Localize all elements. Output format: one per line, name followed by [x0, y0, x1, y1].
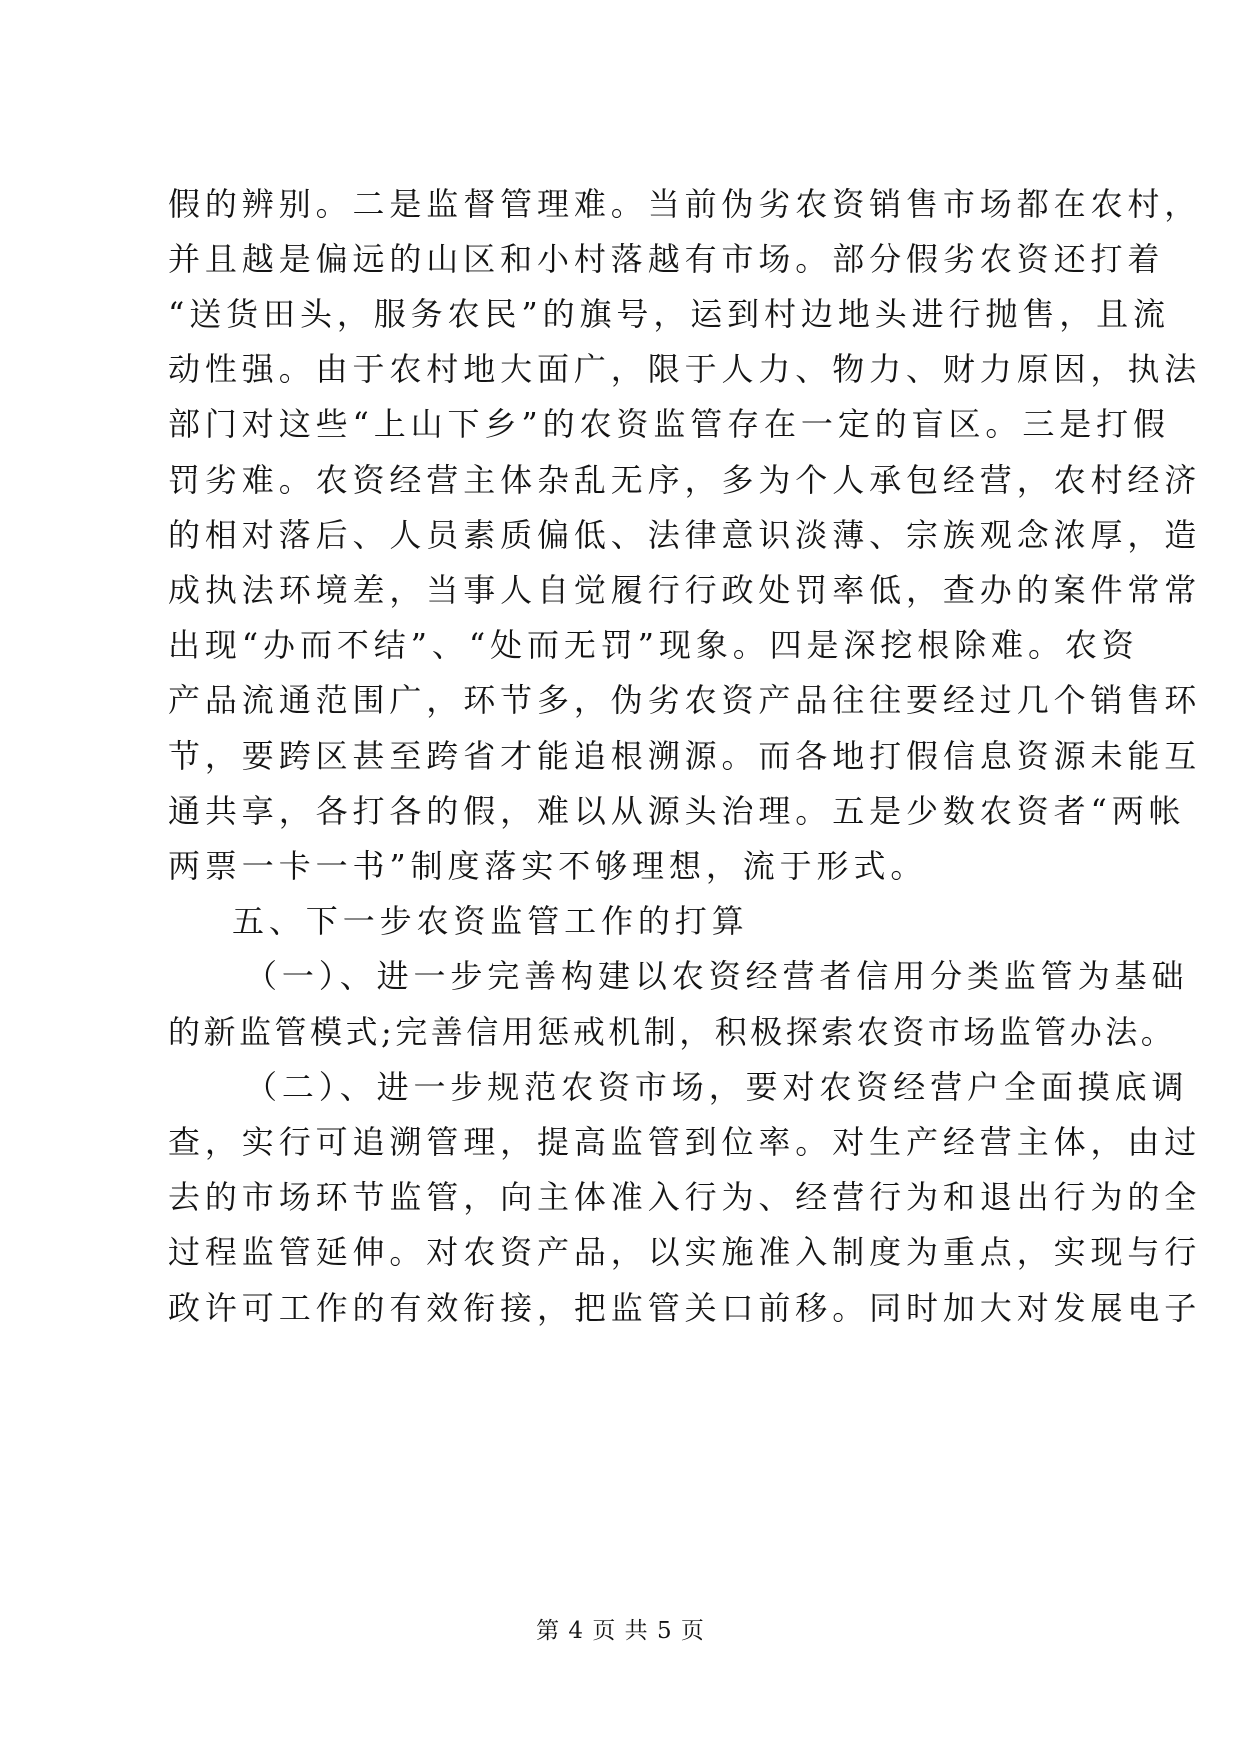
text-line: 并且越是偏远的山区和小村落越有市场。部分假劣农资还打着	[168, 240, 1165, 278]
text-line: 产品流通范围广，环节多，伪劣农资产品往往要经过几个销售环	[168, 681, 1202, 719]
text-line: 查，实行可追溯管理，提高监管到位率。对生产经营主体，由过	[168, 1123, 1202, 1161]
text-line: 两票一卡一书”制度落实不够理想，流于形式。	[168, 847, 928, 885]
text-line: “送货田头，服务农民”的旗号，运到村边地头进行抛售，且流	[168, 295, 1170, 333]
text-line: 节，要跨区甚至跨省才能追根溯源。而各地打假信息资源未能互	[168, 737, 1202, 775]
text-line: 成执法环境差，当事人自觉履行行政处罚率低，查办的案件常常	[168, 571, 1202, 609]
text-line: （二）、进一步规范农资市场，要对农资经营户全面摸底调	[245, 1068, 1189, 1106]
text-line: 的新监管模式;完善信用惩戒机制，积极探索农资市场监管办法。	[168, 1013, 1177, 1051]
text-line: （一）、进一步完善构建以农资经营者信用分类监管为基础	[245, 957, 1189, 995]
text-line: 动性强。由于农村地大面广，限于人力、物力、财力原因，执法	[168, 350, 1202, 388]
text-line: 政许可工作的有效衔接，把监管关口前移。同时加大对发展电子	[168, 1289, 1202, 1327]
section-heading: 五、下一步农资监管工作的打算	[232, 902, 749, 940]
text-line: 的相对落后、人员素质偏低、法律意识淡薄、宗族观念浓厚，造	[168, 516, 1202, 554]
text-line: 出现“办而不结”、“处而无罚”现象。四是深挖根除难。农资	[168, 626, 1139, 664]
text-line: 部门对这些“上山下乡”的农资监管存在一定的盲区。三是打假	[168, 405, 1170, 443]
text-line: 去的市场环节监管，向主体准入行为、经营行为和退出行为的全	[168, 1178, 1202, 1216]
text-line: 过程监管延伸。对农资产品，以实施准入制度为重点，实现与行	[168, 1233, 1202, 1271]
text-line: 通共享，各打各的假，难以从源头治理。五是少数农资者“两帐	[168, 792, 1186, 830]
text-line: 罚劣难。农资经营主体杂乱无序，多为个人承包经营，农村经济	[168, 461, 1202, 499]
page-number-footer: 第 4 页 共 5 页	[536, 1618, 705, 1644]
text-line: 假的辨别。二是监督管理难。当前伪劣农资销售市场都在农村，	[168, 185, 1202, 223]
